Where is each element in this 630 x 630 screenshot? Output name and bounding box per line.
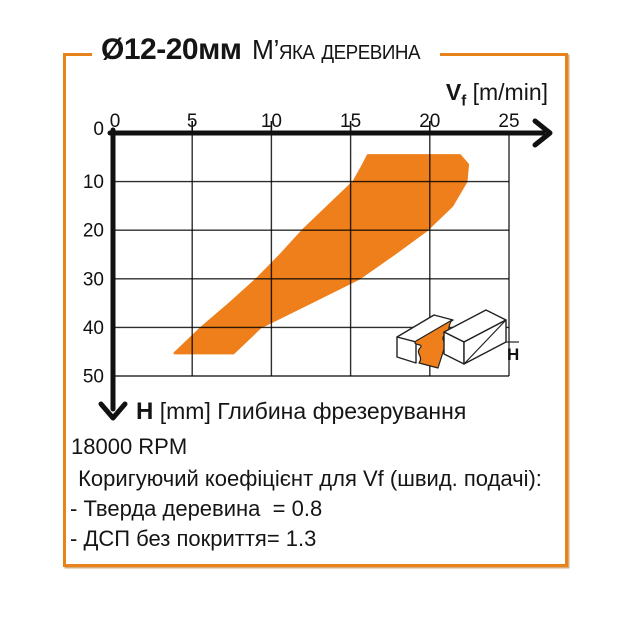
svg-text:0: 0 bbox=[93, 119, 104, 140]
rpm-note: 18000 RPM bbox=[71, 434, 188, 459]
svg-text:30: 30 bbox=[82, 269, 104, 291]
vf-subscript: f bbox=[461, 92, 467, 110]
vf-unit: [m/min] bbox=[466, 79, 548, 105]
svg-text:20: 20 bbox=[419, 111, 441, 132]
y-tick-labels bbox=[83, 119, 104, 388]
diameter-range: Ø12-20мм bbox=[101, 33, 242, 66]
svg-text:20: 20 bbox=[82, 220, 104, 242]
x-tick-labels bbox=[110, 111, 520, 132]
svg-text:5: 5 bbox=[186, 111, 198, 132]
depth-letter: H bbox=[507, 345, 520, 364]
h-symbol: H bbox=[136, 398, 154, 425]
svg-text:25: 25 bbox=[498, 111, 520, 132]
card-title bbox=[92, 33, 440, 67]
x-axis-title bbox=[446, 79, 548, 110]
vf-symbol: V bbox=[445, 79, 462, 105]
h-unit: [mm] bbox=[153, 398, 218, 424]
coefficient-heading: Коригуючий коефіцієнт для Vf (швид. подачі): bbox=[72, 466, 542, 491]
svg-text:10: 10 bbox=[260, 111, 282, 132]
svg-text:40: 40 bbox=[82, 317, 104, 339]
coefficient-hardwood: - Тверда деревина = 0.8 bbox=[70, 496, 323, 521]
workpiece-depth-icon bbox=[397, 310, 519, 368]
svg-text:0: 0 bbox=[109, 111, 121, 132]
svg-text:50: 50 bbox=[82, 366, 104, 388]
y-axis-title bbox=[136, 398, 466, 426]
material-name: М’яка деревина bbox=[252, 34, 421, 65]
svg-text:15: 15 bbox=[340, 111, 362, 132]
h-caption: Глибина фрезерування bbox=[217, 398, 467, 424]
coefficient-chipboard: - ДСП без покриття= 1.3 bbox=[70, 526, 317, 551]
svg-text:10: 10 bbox=[82, 172, 104, 194]
